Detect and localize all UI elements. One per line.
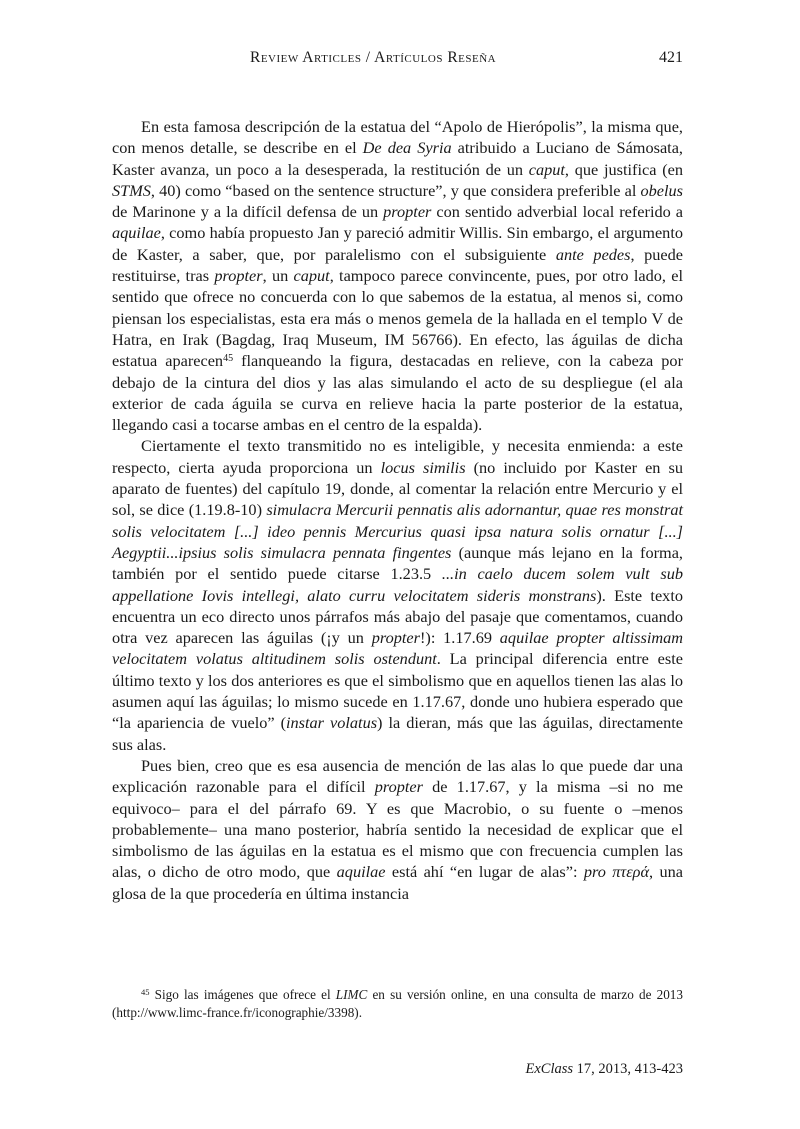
text-run: (no incluido por Kaster en su aparato de fuentes) del capítulo 19, donde, al comentar la relación entre Mercurio y el sol, se dice (1.19.8-10) — [112, 457, 683, 520]
text-run: (aunque más lejano en la forma, también por el sentido puede citarse 1.23.5 — [112, 542, 683, 584]
page-footer — [526, 1061, 684, 1078]
italic-run: De dea Syria — [362, 138, 452, 158]
text-run: !): 1.17.69 — [419, 628, 500, 648]
italic-run: locus similis — [380, 457, 466, 477]
text-run: , una glosa de la que procedería en última instancia — [112, 862, 684, 903]
text-run: Ciertamente el texto transmitido no es inteligible, y necesita enmienda: a este respecto, cierta ayuda proporciona un — [112, 436, 683, 477]
article-body — [112, 116, 683, 904]
italic-run: caput — [528, 159, 565, 179]
text-run: en su versión online, en una consulta de marzo de 2013 (http://www.limc-france.fr/iconographie/3398). — [112, 987, 683, 1020]
text-run: con sentido adverbial local referido a — [431, 202, 683, 222]
page-header — [112, 49, 683, 71]
italic-run: aquilae — [336, 862, 386, 882]
text-run: , 40) como “based on the sentence structure”, y que considera preferible al — [150, 180, 641, 200]
italic-run: propter — [374, 777, 423, 797]
text-run: de 1.17.67, y la misma –si no me equivoco– para el del párrafo 69. Y es que Macrobio, o su fuente o –menos probablemente– una mano posterior, habría sentido la necesidad de explicar que el simbolismo de las águilas en la estatua es el mismo que con frecuencia cumplen las alas, o dicho de otro modo, que — [112, 777, 684, 882]
italic-run: obelus — [640, 180, 683, 200]
footnote-marker: 45 — [141, 987, 150, 997]
italic-run: propter — [214, 266, 263, 286]
italic-run: propter — [371, 628, 420, 648]
text-run: de Marinone y a la difícil defensa de un — [112, 202, 384, 222]
text-run: En esta famosa descripción de la estatua del “Apolo de Hierópolis”, la misma que, con menos detalle, se describe en el — [112, 117, 683, 158]
footnote-ref-45[interactable]: 45 — [223, 353, 234, 365]
running-head: Review Articles / Artículos Reseña — [250, 49, 497, 66]
paragraph-1 — [112, 116, 683, 435]
page-number: 421 — [659, 49, 683, 66]
latin-quotation: aquilae propter altissimam velocitatem volatus altitudinem solis ostendunt — [112, 628, 683, 669]
text-run: está ahí “en lugar de alas”: — [385, 862, 584, 882]
italic-run: caput — [293, 266, 330, 286]
text-run: ). Este texto encuentra un eco directo unos párrafos más abajo del pasaje que comentamos, cuando otra vez aparecen las águilas (¡y un — [112, 585, 683, 648]
italic-run: ante pedes — [555, 244, 631, 264]
text-run: . La principal diferencia entre este último texto y los dos anteriores es que el simbolismo que en aquellos tienen las alas lo asumen aquí las águilas; lo mismo sucede en 1.17.67, donde uno hubiera esperado que “la apariencia de vuelo” ( — [112, 649, 683, 733]
footnote-text — [112, 986, 683, 1021]
text-run: , tampoco parece convincente, pues, por otro lado, el sentido que ofrece no concuerda con lo que sabemos de la estatua, al menos si, como piensan los especialistas, esta era más o menos gemela de la hallada en el templo V de Hatra, en Irak (Bagdag, Iraq Museum, IM 56766). En efecto, las águilas de dicha estatua aparecen — [112, 266, 683, 371]
text-run: , puede restituirse, tras — [112, 244, 684, 286]
text-run: Pues bien, creo que es esa ausencia de mención de las alas lo que puede dar una explicación razonable para el difícil — [112, 755, 683, 797]
text-run: , como había propuesto Jan y pareció admitir Willis. Sin embargo, el argumento de Kaster, a saber, que, por paralelismo con el subsiguiente — [112, 223, 683, 264]
footnote-45 — [112, 986, 683, 1021]
text-run: atribuido a Luciano de Sámosata, Kaster avanza, un poco a la desesperada, la restitución de un — [112, 138, 683, 179]
text-run: Sigo las imágenes que ofrece el — [149, 987, 336, 1002]
italic-run: pro πτερά — [583, 862, 650, 882]
latin-quotation: simulacra Mercurii pennatis alis adornantur, quae res monstrat solis velocitatem [...] ideo pennis Mercurius quasi ipsa natura solis ornatur [...] Aegyptii...ipsius solis simulacra pennata fingentes — [112, 500, 684, 562]
journal-citation: 17, 2013, 413-423 — [573, 1061, 683, 1077]
paragraph-2 — [112, 435, 683, 754]
italic-run: aquilae — [112, 223, 161, 243]
text-run: , un — [262, 266, 294, 286]
latin-quotation: ...in caelo ducem solem vult sub appellatione Iovis intellegi, alato curru velocitatem sideris monstrans — [112, 564, 683, 605]
paragraph-3 — [112, 755, 683, 904]
text-run: ) la dieran, más que las águilas, directamente sus alas. — [112, 713, 683, 754]
text-run: , que justifica (en — [564, 159, 683, 179]
italic-run: LIMC — [335, 987, 368, 1002]
italic-run: propter — [383, 202, 432, 222]
italic-run: instar volatus — [286, 713, 378, 733]
journal-name: ExClass — [525, 1061, 574, 1077]
italic-run: STMS — [112, 180, 151, 200]
text-run: flanqueando la figura, destacadas en relieve, con la cabeza por debajo de la cintura del dios y las alas simulando el acto de su despliegue (el ala exterior de cada águila se curva en relieve hacia la parte posterior de la estatua, llegando casi a tocarse ambas en el centro de la espalda). — [112, 351, 683, 435]
